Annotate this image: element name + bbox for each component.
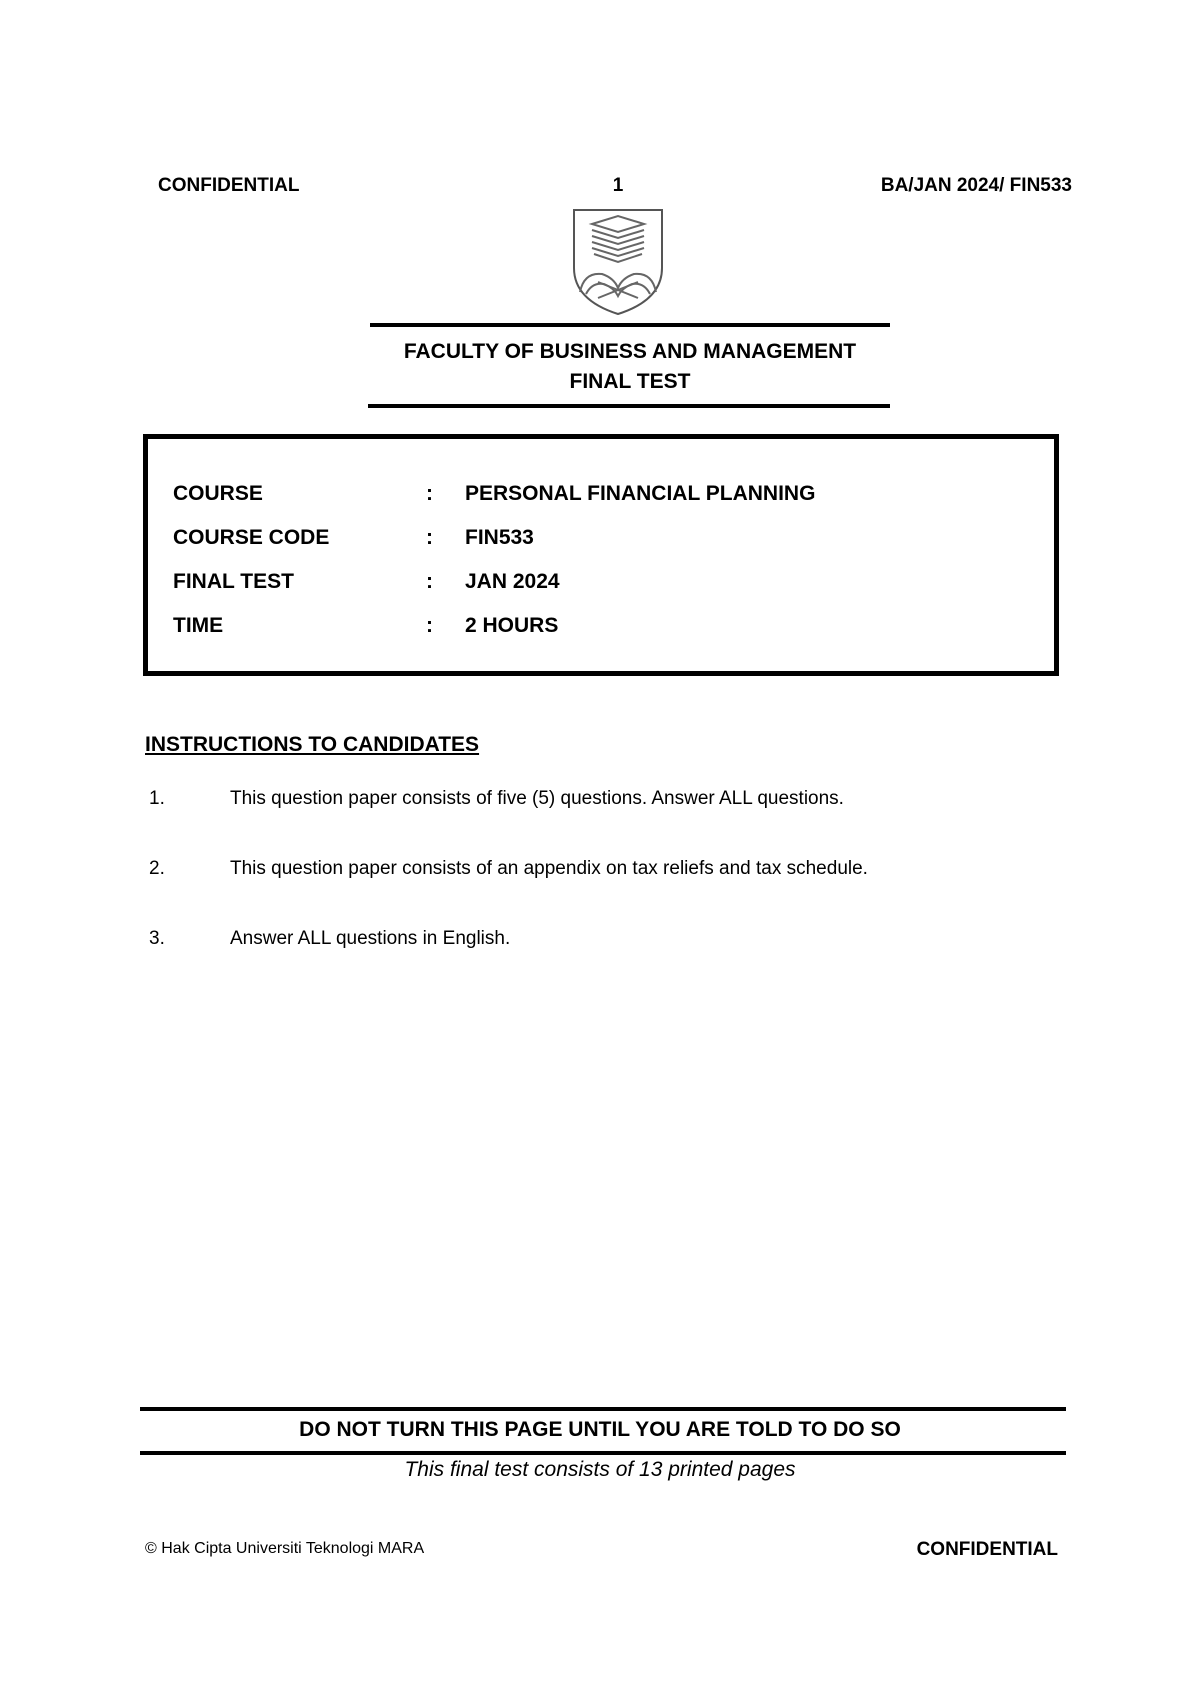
header-course-reference: BA/JAN 2024/ FIN533 [880, 175, 1072, 196]
faculty-bottom-rule [368, 404, 890, 408]
final-test-separator: : [426, 570, 433, 593]
course-row [148, 482, 1054, 512]
instructions-title: INSTRUCTIONS TO CANDIDATES [145, 733, 480, 756]
course-code-label: COURSE CODE [173, 526, 330, 549]
faculty-name: FACULTY OF BUSINESS AND MANAGEMENT [403, 340, 857, 363]
footer-confidential: CONFIDENTIAL [916, 1539, 1058, 1560]
do-not-turn-warning: DO NOT TURN THIS PAGE UNTIL YOU ARE TOLD TO DO SO [299, 1418, 901, 1441]
university-crest-icon [570, 208, 666, 316]
time-value: 2 HOURS [465, 614, 559, 637]
course-code-separator: : [426, 526, 433, 549]
instruction-text: This question paper consists of an appendix on tax reliefs and tax schedule. [230, 858, 868, 879]
warning-bottom-rule [140, 1451, 1066, 1455]
course-code-row [148, 526, 1054, 556]
printed-pages-note: This final test consists of 13 printed pages [404, 1458, 796, 1481]
instruction-number: 1. [149, 788, 165, 809]
course-code-value: FIN533 [465, 526, 534, 549]
final-test-label: FINAL TEST [173, 570, 294, 593]
warning-top-rule [140, 1407, 1066, 1411]
final-test-row [148, 570, 1054, 600]
course-separator: : [426, 482, 433, 505]
instruction-number: 3. [149, 928, 165, 949]
course-info-box [143, 434, 1059, 676]
time-row [148, 614, 1054, 644]
header-confidential: CONFIDENTIAL [158, 175, 300, 196]
faculty-top-rule [370, 323, 890, 327]
instruction-text: This question paper consists of five (5) questions. Answer ALL questions. [230, 788, 844, 809]
copyright-notice: © Hak Cipta Universiti Teknologi MARA [145, 1540, 425, 1557]
time-separator: : [426, 614, 433, 637]
faculty-title [370, 337, 890, 397]
exam-type: FINAL TEST [569, 370, 691, 393]
time-label: TIME [173, 614, 224, 637]
instruction-number: 2. [149, 858, 165, 879]
page-number: 1 [612, 175, 624, 196]
course-label: COURSE [173, 482, 263, 505]
final-test-value: JAN 2024 [465, 570, 560, 593]
course-value: PERSONAL FINANCIAL PLANNING [465, 482, 816, 505]
instruction-text: Answer ALL questions in English. [230, 928, 511, 949]
